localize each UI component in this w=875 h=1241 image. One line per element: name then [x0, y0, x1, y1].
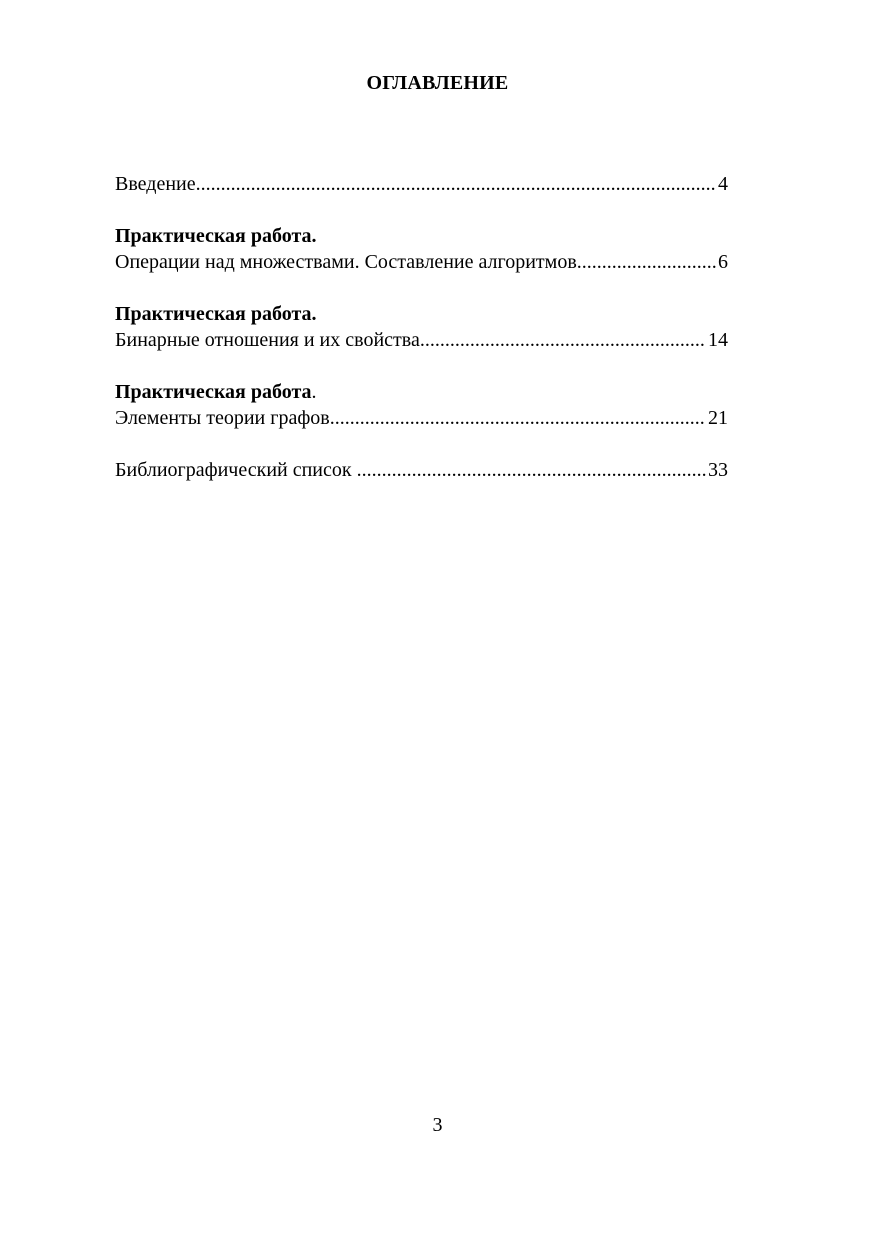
toc-entry-practical-1	[115, 223, 728, 275]
toc-entry-text: Бинарные отношения и их свойства	[115, 329, 420, 351]
toc-line[interactable]	[115, 171, 728, 197]
dot-leader	[577, 249, 716, 275]
heading-text: Практическая работа	[115, 381, 312, 403]
toc-entry-text: Введение	[115, 173, 196, 195]
toc-entry-text: Операции над множествами. Составление алгоритмов	[115, 251, 577, 273]
toc-entry-practical-2	[115, 301, 728, 353]
toc-page-number: 33	[708, 459, 728, 481]
toc-entry-introduction	[115, 171, 728, 197]
toc-page-number: 4	[718, 173, 728, 195]
dot-leader	[196, 171, 716, 197]
dot-leader	[420, 327, 706, 353]
toc-entry-practical-3	[115, 379, 728, 431]
page-number: 3	[432, 1114, 443, 1136]
toc-entry-bibliography	[115, 457, 728, 483]
heading-text: Практическая работа.	[115, 303, 317, 325]
toc-entry-heading	[115, 301, 728, 327]
toc-line[interactable]	[115, 457, 728, 483]
toc-line[interactable]	[115, 327, 728, 353]
toc-page-number: 21	[708, 407, 728, 429]
toc-line[interactable]	[115, 405, 728, 431]
toc-page-number: 6	[718, 251, 728, 273]
table-of-contents	[115, 171, 728, 509]
heading-text: Практическая работа.	[115, 225, 317, 247]
toc-entry-text: Элементы теории графов	[115, 407, 330, 429]
toc-entry-text: Библиографический список	[115, 459, 357, 481]
dot-leader	[330, 405, 706, 431]
heading-punct: .	[311, 381, 317, 403]
toc-title: ОГЛАВЛЕНИЕ	[366, 72, 509, 94]
toc-page-number: 14	[708, 329, 728, 351]
toc-line[interactable]	[115, 249, 728, 275]
dot-leader	[357, 457, 706, 483]
toc-entry-heading	[115, 379, 728, 405]
toc-entry-heading	[115, 223, 728, 249]
